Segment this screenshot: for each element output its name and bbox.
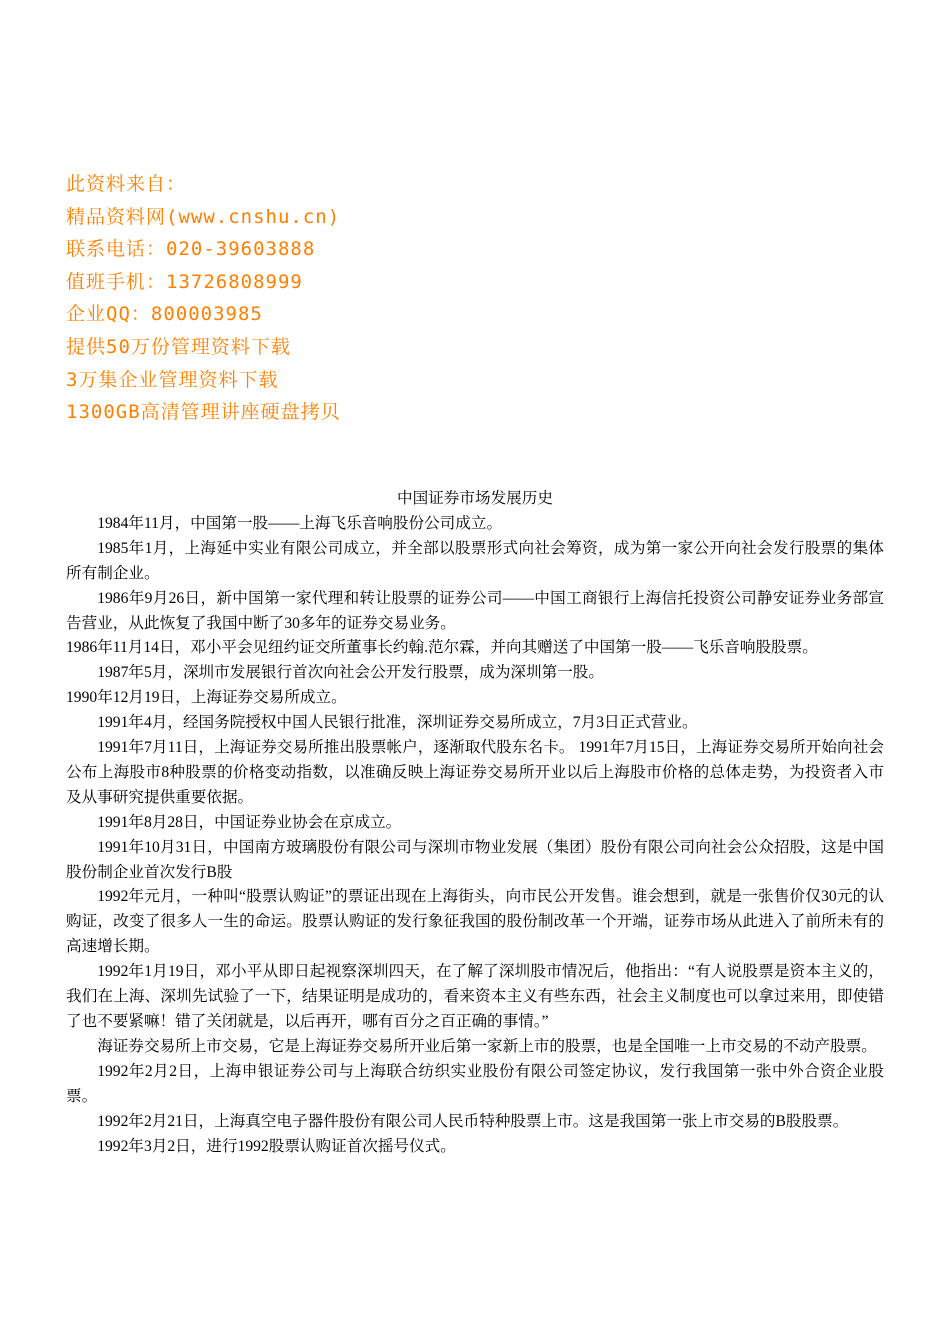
paragraph: 1991年7月11日，上海证券交易所推出股票帐户，逐渐取代股东名卡。 1991年7月15日，上海证券交易所开始向社会公布上海股市8种股票的价格变动指数，以准确反映上海证券交易所开业以后上海股市价格的总体走势，为投资者入市及从事研究提供重要依据。 <box>66 739 884 806</box>
paragraph: 1990年12月19日，上海证券交易所成立。 <box>66 689 347 707</box>
paragraph: 海证券交易所上市交易，它是上海证券交易所开业后第一家新上市的股票，也是全国唯一上市交易的不动产股票。 <box>97 1037 877 1055</box>
promo-offer-3: 1300GB高清管理讲座硬盘拷贝 <box>66 401 341 424</box>
paragraph: 1992年2月2日，上海申银证券公司与上海联合纺织实业股份有限公司签定协议，发行我国第一张中外合资企业股票。 <box>66 1062 884 1105</box>
paragraph: 1984年11月，中国第一股——上海飞乐音响股份公司成立。 <box>97 514 503 532</box>
promo-website: 精品资料网(www.cnshu.cn) <box>66 205 341 228</box>
promo-mobile: 值班手机：13726808999 <box>66 270 303 293</box>
paragraph: 1991年8月28日，中国证券业协会在京成立。 <box>97 813 402 831</box>
paragraph: 1985年1月，上海延中实业有限公司成立，并全部以股票形式向社会筹资，成为第一家公开向社会发行股票的集体所有制企业。 <box>66 539 884 582</box>
paragraph: 1992年元月，一种叫“股票认购证”的票证出现在上海街头，向市民公开发售。谁会想到，就是一张售价仅30元的认购证，改变了很多人一生的命运。股票认购证的发行象征我国的股份制改革一个开端，证券市场从此进入了前所未有的高速增长期。 <box>66 888 884 956</box>
paragraph: 1986年9月26日，新中国第一家代理和转让股票的证券公司——中国工商银行上海信托投资公司静安证券业务部宣告营业，从此恢复了我国中断了30多年的证券交易业务。 <box>66 589 884 632</box>
promo-phone: 联系电话：020-39603888 <box>66 238 316 261</box>
paragraph: 1991年10月31日，中国南方玻璃股份有限公司与深圳市物业发展（集团）股份有限公司向社会公众招股，这是中国股份制企业首次发行B股 <box>66 838 884 881</box>
paragraph: 1992年1月19日，邓小平从即日起视察深圳四天，在了解了深圳股市情况后，他指出：“有人说股票是资本主义的，我们在上海、深圳先试验了一下，结果证明是成功的，看来资本主义有些东西，社会主义制度也可以拿过来用，即使错了也不要紧嘛！错了关闭就是，以后再开，哪有百分之百正确的事情。” <box>66 963 884 1031</box>
paragraph: 1987年5月，深圳市发展银行首次向社会公开发行股票，成为深圳第一股。 <box>97 664 604 682</box>
promo-qq: 企业QQ：800003985 <box>66 303 263 326</box>
promo-block <box>66 168 486 429</box>
document-title: 中国证券市场发展历史 <box>397 490 553 507</box>
document-body <box>66 487 884 1159</box>
promo-source-label: 此资料来自： <box>66 173 187 195</box>
paragraph: 1992年2月21日，上海真空电子器件股份有限公司人民币特种股票上市。这是我国第一张上市交易的B股股票。 <box>97 1112 849 1130</box>
promo-offer-2: 3万集企业管理资料下载 <box>66 368 279 391</box>
paragraph: 1992年3月2日，进行1992股票认购证首次摇号仪式。 <box>97 1137 456 1155</box>
promo-offer-1: 提供50万份管理资料下载 <box>66 335 291 358</box>
paragraph: 1986年11月14日，邓小平会见纽约证交所董事长约翰.范尔霖，并向其赠送了中国第一股——飞乐音响股股票。 <box>66 639 818 657</box>
paragraph: 1991年4月，经国务院授权中国人民银行批准，深圳证券交易所成立，7月3日正式营业。 <box>97 714 698 732</box>
